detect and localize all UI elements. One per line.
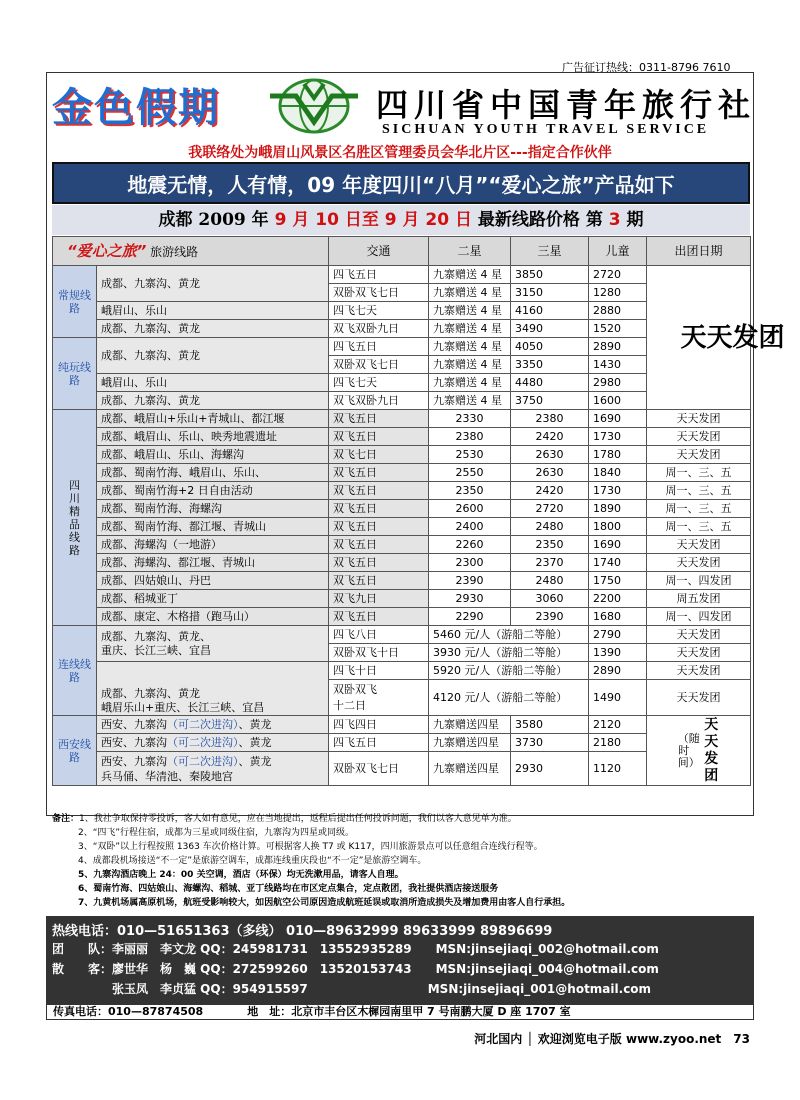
route-cell: 成都、峨眉山+乐山+青城山、都江堰	[97, 410, 329, 428]
two-star-cell: 2550	[429, 464, 511, 482]
child-cell: 1390	[589, 644, 647, 662]
route-cell: 成都、蜀南竹海、都江堰、青城山	[97, 518, 329, 536]
retail-contact: 散 客：廖世华 杨 巍 QQ：272599260 13520153743 MSN:jinsejiaqi_004@hotmail.com	[52, 962, 659, 976]
three-star-cell: 3060	[511, 590, 589, 608]
depart-cell: 周一、四发团	[647, 608, 751, 626]
child-cell: 1750	[589, 572, 647, 590]
transport-cell: 双飞五日	[329, 428, 429, 446]
three-star-cell: 3750	[511, 392, 589, 410]
two-star-cell: 九寨赠送 4 星	[429, 374, 511, 392]
route-cell: 成都、蜀南竹海、海螺沟	[97, 500, 329, 518]
route-cell: 成都、稻城亚丁	[97, 590, 329, 608]
transport-cell: 双飞五日	[329, 536, 429, 554]
child-cell: 2180	[589, 734, 647, 752]
three-star-cell: 2370	[511, 554, 589, 572]
price-bar-dates: 9 月 10 日至 9 月 20 日	[274, 210, 472, 230]
table-row	[53, 482, 751, 500]
depart-cell: 天天发团	[647, 662, 751, 680]
table-header-row	[53, 237, 751, 266]
route-cell: 成都、四姑娘山、丹巴	[97, 572, 329, 590]
route-sub-header: 旅游线路	[150, 244, 199, 259]
two-star-cell: 九寨赠送四星	[429, 752, 511, 786]
depart-cell: 天天发团	[647, 446, 751, 464]
depart-cell: 周一、三、五	[647, 482, 751, 500]
golden-holiday-logo: 金色假期	[52, 84, 220, 131]
child-header: 儿童	[589, 237, 647, 266]
transport-cell: 四飞八日	[329, 626, 429, 644]
xian-depart-note: （随时间）	[677, 731, 700, 769]
child-cell: 2120	[589, 716, 647, 734]
two-star-cell: 九寨赠送 4 星	[429, 284, 511, 302]
table-row	[53, 302, 751, 320]
three-star-cell: 2380	[511, 410, 589, 428]
table-row	[53, 518, 751, 536]
depart-cell: 天天发团	[647, 626, 751, 644]
transport-cell: 双飞双卧九日	[329, 320, 429, 338]
table-row	[53, 338, 751, 356]
three-star-cell: 2390	[511, 608, 589, 626]
two-star-cell: 2390	[429, 572, 511, 590]
fax-address: 传真电话：010—87874508 地 址：北京市丰台区木樨园南里甲 7 号南鹏大厦 D 座 1707 室	[46, 1004, 754, 1020]
route-cell: 成都、海螺沟（一地游）	[97, 536, 329, 554]
agency-globe-logo-icon	[266, 78, 362, 134]
price-bar-year: 2009	[198, 210, 246, 230]
route-cell: 成都、海螺沟、都江堰、青城山	[97, 554, 329, 572]
price-cell: 5460 元/人（游船二等舱）	[429, 626, 589, 644]
child-cell: 2200	[589, 590, 647, 608]
child-cell: 1730	[589, 482, 647, 500]
price-period-bar	[52, 205, 750, 235]
transport-cell: 四飞七天	[329, 374, 429, 392]
section-combo: 连线线路	[53, 626, 97, 716]
transport-cell: 双飞双卧九日	[329, 392, 429, 410]
price-cell: 5920 元/人（游船二等舱）	[429, 662, 589, 680]
three-star-cell: 2720	[511, 500, 589, 518]
note-text: 7、九黄机场属高原机场，航班受影响较大，如因航空公司原因造成航班延误或取消所造成损失及增加费用由客人自行承担。	[78, 898, 571, 908]
transport-cell: 四飞七天	[329, 302, 429, 320]
note-line	[52, 868, 752, 882]
table-row	[53, 500, 751, 518]
transport-cell: 双卧双飞 十二日	[329, 680, 429, 716]
route-cell: 成都、峨眉山、乐山、映秀地震遗址	[97, 428, 329, 446]
child-cell: 1280	[589, 284, 647, 302]
transport-cell: 双卧双飞七日	[329, 356, 429, 374]
transport-cell: 双飞七日	[329, 446, 429, 464]
two-star-cell: 2530	[429, 446, 511, 464]
transport-cell: 四飞五日	[329, 338, 429, 356]
child-cell: 1690	[589, 410, 647, 428]
transport-cell: 四飞四日	[329, 716, 429, 734]
price-bar-issue-pre: 第	[585, 210, 603, 230]
table-row	[53, 536, 751, 554]
three-star-header: 三星	[511, 237, 589, 266]
partner-line: 我联络处为峨眉山风景区名胜区管理委员会华北片区---指定合作伙伴	[188, 145, 612, 161]
transport-header: 交通	[329, 237, 429, 266]
agency-name-cn: 四川省中国青年旅行社	[376, 86, 757, 124]
depart-cell: 周五发团	[647, 590, 751, 608]
child-cell: 1680	[589, 608, 647, 626]
table-row	[53, 374, 751, 392]
transport-cell: 双飞五日	[329, 572, 429, 590]
page-footer: 河北国内 │ 欢迎浏览电子版 www.zyoo.net 73	[474, 1032, 750, 1046]
three-star-cell: 3350	[511, 356, 589, 374]
boutique-section	[53, 410, 751, 626]
two-star-cell: 九寨赠送 4 星	[429, 338, 511, 356]
hotline: 热线电话：010—51651363（多线） 010—89632999 89633999 89896699	[52, 924, 553, 939]
note-text: 4、成都段机场接送“不一定”是旅游空调车，成都连线重庆段也“不一定”是旅游空调车。	[78, 856, 427, 866]
child-cell: 1430	[589, 356, 647, 374]
child-cell: 1780	[589, 446, 647, 464]
route-cell: 西安、九寨沟（可二次进沟）、黄龙	[97, 716, 329, 734]
route-cell: 成都、九寨沟、黄龙	[97, 266, 329, 302]
depart-cell: 周一、三、五	[647, 464, 751, 482]
child-cell: 1120	[589, 752, 647, 786]
route-price-table	[52, 236, 785, 786]
transport-cell: 双卧双飞七日	[329, 752, 429, 786]
three-star-cell: 2480	[511, 572, 589, 590]
depart-cell: 天天发团	[647, 644, 751, 662]
price-cell: 4120 元/人（游船二等舱）	[429, 680, 589, 716]
three-star-cell: 2420	[511, 428, 589, 446]
route-cell: 成都、九寨沟、黄龙	[97, 392, 329, 410]
note-line	[52, 812, 752, 826]
route-cell: 成都、九寨沟、黄龙 峨眉乐山+重庆、长江三峡、宜昌	[97, 662, 329, 716]
three-star-cell: 4480	[511, 374, 589, 392]
route-title-header: “爱心之旅”	[67, 241, 147, 260]
price-bar-city: 成都	[158, 210, 193, 230]
transport-cell: 双卧双飞十日	[329, 644, 429, 662]
two-star-cell: 九寨赠送 4 星	[429, 356, 511, 374]
route-cell: 西安、九寨沟（可二次进沟）、黄龙	[97, 734, 329, 752]
three-star-cell: 4050	[511, 338, 589, 356]
three-star-cell: 2480	[511, 518, 589, 536]
transport-cell: 双飞五日	[329, 554, 429, 572]
child-cell: 1890	[589, 500, 647, 518]
table-row	[53, 320, 751, 338]
note-line	[52, 854, 752, 868]
xian-depart-cell	[647, 716, 751, 786]
table-row	[53, 626, 751, 644]
child-cell: 1800	[589, 518, 647, 536]
child-cell: 2980	[589, 374, 647, 392]
notes-block	[52, 812, 752, 910]
route-cell: 成都、蜀南竹海、峨眉山、乐山、	[97, 464, 329, 482]
section-boutique: 四川精品线路	[53, 410, 97, 626]
transport-cell: 四飞五日	[329, 266, 429, 284]
transport-cell: 双飞五日	[329, 410, 429, 428]
depart-cell: 天天发团	[647, 554, 751, 572]
two-star-cell: 九寨赠送四星	[429, 734, 511, 752]
three-star-cell: 3490	[511, 320, 589, 338]
depart-cell: 天天发团	[647, 680, 751, 716]
notes-label: 备注：	[52, 814, 80, 824]
depart-cell: 天天发团	[647, 536, 751, 554]
child-cell: 1740	[589, 554, 647, 572]
table-row	[53, 554, 751, 572]
two-star-cell: 2350	[429, 482, 511, 500]
two-star-cell: 2400	[429, 518, 511, 536]
note-text: 2、“四飞”行程住宿，成都为三星或同级住宿，九寨沟为四星或同级。	[78, 828, 355, 838]
two-star-cell: 九寨赠送 4 星	[429, 266, 511, 284]
note-text: 6、蜀南竹海、四姑娘山、海螺沟、稻城、亚丁线路均在市区定点集合，定点散团，我社提供酒店接送服务	[78, 884, 499, 894]
three-star-cell: 2420	[511, 482, 589, 500]
table-row	[53, 608, 751, 626]
route-cell: 成都、峨眉山、乐山、海螺沟	[97, 446, 329, 464]
three-star-cell: 3150	[511, 284, 589, 302]
route-cell: 西安、九寨沟（可二次进沟）、黄龙 兵马俑、华清池、秦陵地宫	[97, 752, 329, 786]
child-cell: 1520	[589, 320, 647, 338]
depart-cell: 周一、四发团	[647, 572, 751, 590]
note-line	[52, 840, 752, 854]
two-star-cell: 2930	[429, 590, 511, 608]
transport-cell: 双飞五日	[329, 518, 429, 536]
price-bar-issue-post: 期	[626, 210, 644, 230]
route-cell: 峨眉山、乐山	[97, 302, 329, 320]
agency-name-en: SICHUAN YOUTH TRAVEL SERVICE	[382, 122, 710, 137]
two-star-cell: 九寨赠送四星	[429, 716, 511, 734]
depart-header: 出团日期	[647, 237, 751, 266]
child-cell: 2890	[589, 338, 647, 356]
depart-cell: 周一、三、五	[647, 500, 751, 518]
note-text: 3、“双卧”以上行程按照 1363 车次价格计算。可根据客人换 T7 或 K117，四川旅游景点可以任意组合连线行程等。	[78, 842, 543, 852]
two-star-cell: 2330	[429, 410, 511, 428]
three-star-cell: 3580	[511, 716, 589, 734]
table-row	[53, 446, 751, 464]
transport-cell: 双卧双飞七日	[329, 284, 429, 302]
route-cell: 成都、九寨沟、黄龙	[97, 320, 329, 338]
table-row	[53, 572, 751, 590]
two-star-cell: 2300	[429, 554, 511, 572]
child-cell: 1490	[589, 680, 647, 716]
three-star-cell: 2350	[511, 536, 589, 554]
child-cell: 2880	[589, 302, 647, 320]
child-cell: 2790	[589, 626, 647, 644]
note-line	[52, 826, 752, 840]
price-bar-issue-no: 3	[608, 210, 621, 230]
table-row	[53, 266, 751, 284]
transport-cell: 双飞五日	[329, 464, 429, 482]
note-text: 1、我社争取保持零投诉，客人如有意见，应在当地提出，返程后提出任何投诉问题，我们以客人意见单为准。	[79, 814, 517, 824]
contact-block	[46, 916, 754, 1004]
section-xian: 西安线路	[53, 716, 97, 786]
table-row	[53, 464, 751, 482]
depart-cell: 天天发团	[647, 428, 751, 446]
route-cell: 成都、康定、木格措（跑马山）	[97, 608, 329, 626]
table-row	[53, 428, 751, 446]
three-star-cell: 2630	[511, 464, 589, 482]
transport-cell: 双飞五日	[329, 608, 429, 626]
two-star-header: 二星	[429, 237, 511, 266]
transport-cell: 四飞五日	[329, 734, 429, 752]
three-star-cell: 2930	[511, 752, 589, 786]
child-cell: 2720	[589, 266, 647, 284]
depart-daily-big: 天天发团	[647, 266, 751, 410]
ad-hotline: 广告征订热线：0311-8796 7610	[562, 61, 731, 74]
price-bar-year-unit: 年	[251, 210, 269, 230]
depart-cell: 周一、三、五	[647, 518, 751, 536]
table-row	[53, 734, 751, 752]
child-cell: 1690	[589, 536, 647, 554]
depart-cell: 天天发团	[647, 410, 751, 428]
price-bar-label: 最新线路价格	[477, 210, 580, 230]
two-star-cell: 九寨赠送 4 星	[429, 302, 511, 320]
child-cell: 2890	[589, 662, 647, 680]
table-row	[53, 410, 751, 428]
two-star-cell: 九寨赠送 4 星	[429, 392, 511, 410]
section-pure: 纯玩线路	[53, 338, 97, 410]
route-cell: 成都、蜀南竹海+2 日自由活动	[97, 482, 329, 500]
two-star-cell: 2380	[429, 428, 511, 446]
transport-cell: 双飞五日	[329, 500, 429, 518]
table-row	[53, 752, 751, 786]
price-cell: 3930 元/人（游船二等舱）	[429, 644, 589, 662]
two-star-cell: 2290	[429, 608, 511, 626]
section-regular: 常规线路	[53, 266, 97, 338]
transport-cell: 双飞九日	[329, 590, 429, 608]
three-star-cell: 3730	[511, 734, 589, 752]
transport-cell: 四飞十日	[329, 662, 429, 680]
other-contact: 张玉凤 李贞猛 QQ：954915597 MSN:jinsejiaqi_001@hotmail.com	[52, 982, 652, 996]
two-star-cell: 2600	[429, 500, 511, 518]
title-banner: 地震无情，人有情，09 年度四川“八月”“爱心之旅”产品如下	[52, 162, 750, 204]
note-line	[52, 896, 752, 910]
note-line	[52, 882, 752, 896]
two-star-cell: 九寨赠送 4 星	[429, 320, 511, 338]
transport-cell: 双飞五日	[329, 482, 429, 500]
child-cell: 1840	[589, 464, 647, 482]
table-row	[53, 716, 751, 734]
route-cell: 成都、九寨沟、黄龙	[97, 338, 329, 374]
route-cell: 成都、九寨沟、黄龙、 重庆、长江三峡、宜昌	[97, 626, 329, 662]
table-row	[53, 662, 751, 680]
three-star-cell: 4160	[511, 302, 589, 320]
route-cell: 峨眉山、乐山	[97, 374, 329, 392]
two-star-cell: 2260	[429, 536, 511, 554]
child-cell: 1600	[589, 392, 647, 410]
three-star-cell: 3850	[511, 266, 589, 284]
xian-depart-daily: 天天发团	[704, 716, 719, 784]
table-row	[53, 590, 751, 608]
table-row	[53, 392, 751, 410]
three-star-cell: 2630	[511, 446, 589, 464]
note-text: 5、九寨沟酒店晚上 24：00 关空调，酒店（环保）均无洗漱用品，请客人自理。	[78, 870, 404, 880]
group-contact: 团 队：李丽丽 李文龙 QQ：245981731 13552935289 MSN:jinsejiaqi_002@hotmail.com	[52, 942, 659, 956]
child-cell: 1730	[589, 428, 647, 446]
